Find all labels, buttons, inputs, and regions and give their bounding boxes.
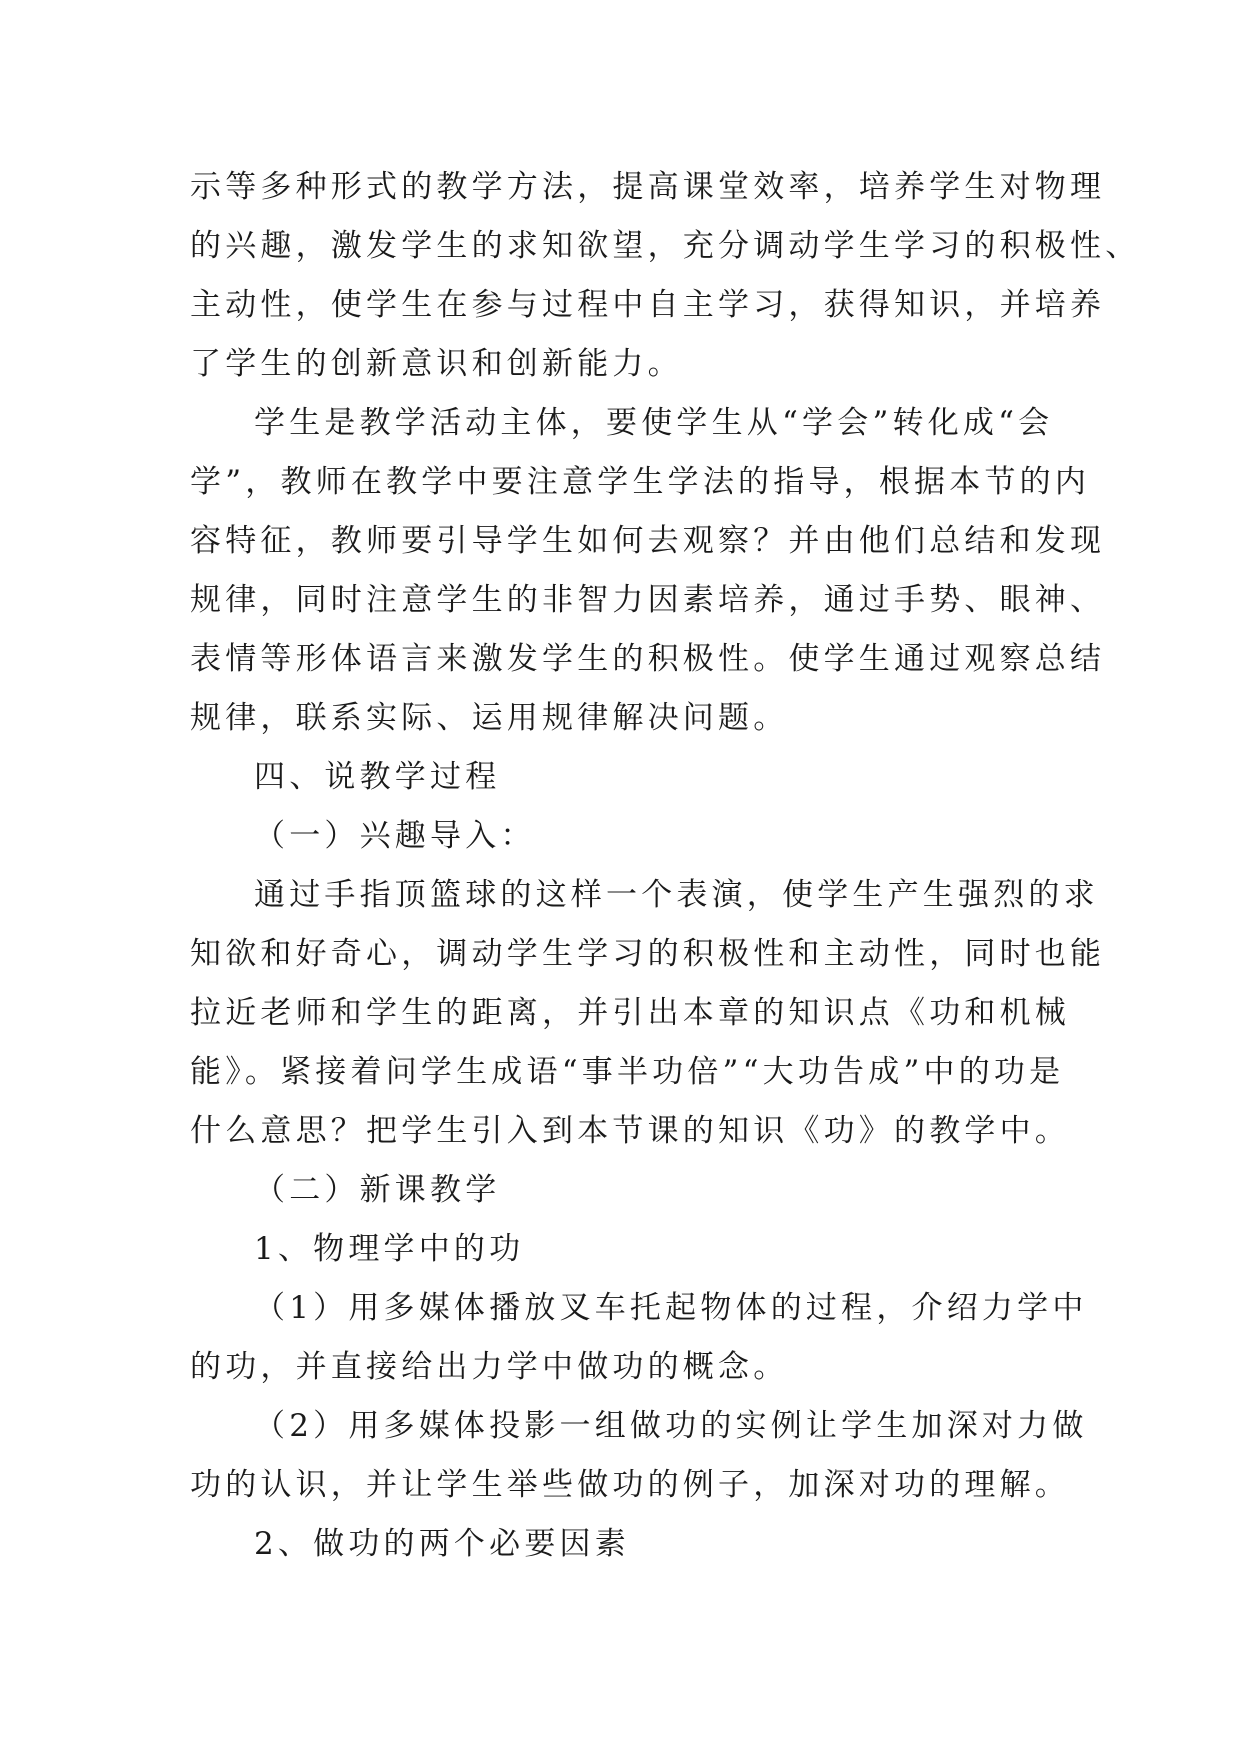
subsection-heading: （一）兴趣导入： bbox=[254, 818, 536, 854]
text-line: 规律，联系实际、运用规律解决问题。 bbox=[190, 700, 789, 736]
text-line: 示等多种形式的教学方法，提高课堂效率，培养学生对物理 bbox=[190, 169, 1106, 205]
text-line: 通过手指顶篮球的这样一个表演，使学生产生强烈的求 bbox=[254, 877, 1099, 913]
subsection-heading: （二）新课教学 bbox=[254, 1172, 501, 1208]
text-line: 学”，教师在教学中要注意学生学法的指导，根据本节的内 bbox=[190, 464, 1091, 500]
item-heading: 1、物理学中的功 bbox=[254, 1231, 525, 1267]
text-line: 能》。紧接着问学生成语“事半功倍”“大功告成”中的功是 bbox=[190, 1054, 1065, 1090]
text-line: 学生是教学活动主体，要使学生从“学会”转化成“会 bbox=[254, 405, 1054, 441]
text-line: 的功，并直接给出力学中做功的概念。 bbox=[190, 1349, 789, 1385]
text-line: 的兴趣，激发学生的求知欲望，充分调动学生学习的积极性、 bbox=[190, 228, 1141, 264]
text-line: 知欲和好奇心，调动学生学习的积极性和主动性，同时也能 bbox=[190, 936, 1106, 972]
text-line: 表情等形体语言来激发学生的积极性。使学生通过观察总结 bbox=[190, 641, 1106, 677]
text-line: （1）用多媒体播放叉车托起物体的过程，介绍力学中 bbox=[254, 1290, 1088, 1326]
text-line: 拉近老师和学生的距离，并引出本章的知识点《功和机械 bbox=[190, 995, 1070, 1031]
section-heading: 四、说教学过程 bbox=[254, 759, 501, 795]
text-line: 容特征，教师要引导学生如何去观察？并由他们总结和发现 bbox=[190, 523, 1106, 559]
text-line: 功的认识，并让学生举些做功的例子，加深对功的理解。 bbox=[190, 1467, 1070, 1503]
text-line: 主动性，使学生在参与过程中自主学习，获得知识，并培养 bbox=[190, 287, 1106, 323]
text-line: 了学生的创新意识和创新能力。 bbox=[190, 346, 683, 382]
text-line: （2）用多媒体投影一组做功的实例让学生加深对力做 bbox=[254, 1408, 1088, 1444]
text-line: 规律，同时注意学生的非智力因素培养，通过手势、眼神、 bbox=[190, 582, 1106, 618]
text-line: 什么意思？把学生引入到本节课的知识《功》的教学中。 bbox=[190, 1113, 1070, 1149]
item-heading: 2、做功的两个必要因素 bbox=[254, 1526, 630, 1562]
